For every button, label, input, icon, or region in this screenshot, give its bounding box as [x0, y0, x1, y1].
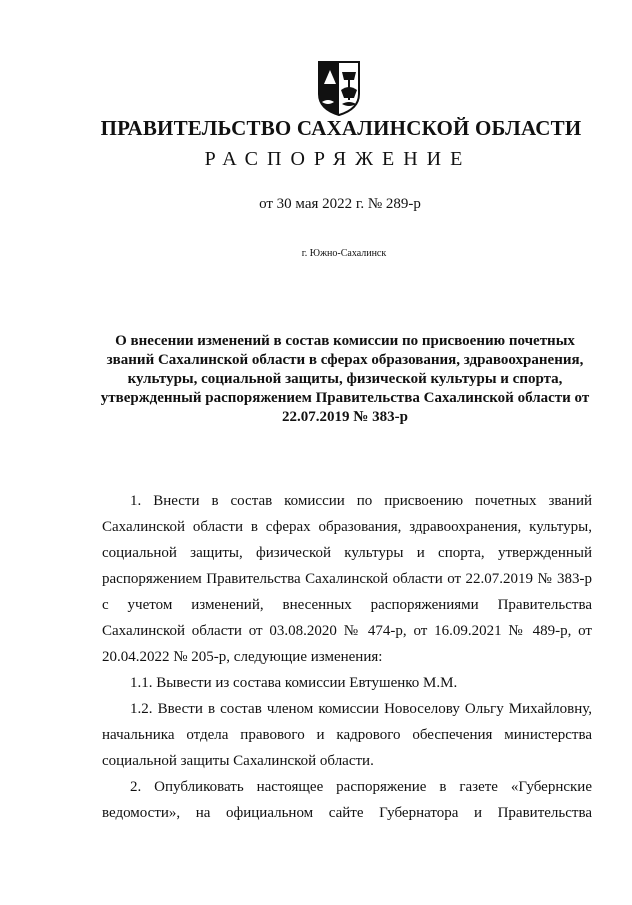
document-body [102, 488, 592, 826]
paragraph-2: 2. Опубликовать настоящее распоряжение в газете «Губернские ведомости», на официальном сайте Губернатора и Правительства [102, 779, 592, 821]
document-heading: О внесении изменений в состав комиссии по присвоению почетных званий Сахалинской области в сферах образования, здравоохранения, культуры, социальной защиты, физической культуры и спорта, утвержденный распоряжением Правительства Сахалинской области от 22.07.2019 № 383-р [100, 333, 590, 425]
paragraph-1-1: 1.1. Вывести из состава комиссии Евтушенко М.М. [130, 675, 458, 691]
paragraph-1-2: 1.2. Ввести в состав членом комиссии Новоселову Ольгу Михайловну, начальника отдела правового и кадрового обеспечения министерства социальной защиты Сахалинской области. [102, 701, 592, 769]
document-type: РАСПОРЯЖЕНИЕ [204, 148, 472, 170]
government-title: ПРАВИТЕЛЬСТВО САХАЛИНСКОЙ ОБЛАСТИ [100, 116, 582, 140]
document-date-number: от 30 мая 2022 г. № 289-р [259, 196, 421, 212]
coat-of-arms-emblem [316, 60, 362, 116]
paragraph-1: 1. Внести в состав комиссии по присвоению почетных званий Сахалинской области в сферах образования, здравоохранения, культуры, социальной защиты, физической культуры и спорта, утвержденный распоряжением Правительства Сахалинской области от 22.07.2019 № 383-р с учетом изменений, внесенных распоряжениями Правительства Сахалинской области от 03.08.2020 № 474-р, от 16.09.2021 № 489-р, от 20.04.2022 № 205-р, следующие изменения: [102, 493, 592, 665]
issue-city: г. Южно-Сахалинск [301, 248, 387, 259]
